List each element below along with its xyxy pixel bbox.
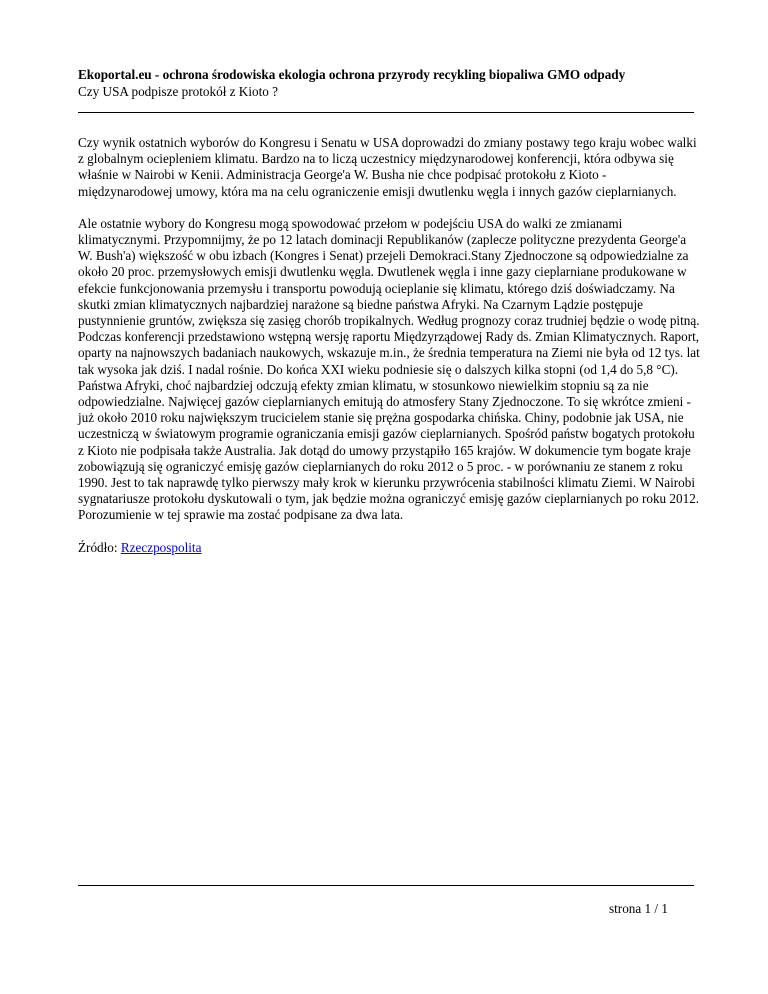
article-title: Czy USA podpisze protokół z Kioto ? (78, 84, 278, 99)
article-paragraph-1: Czy wynik ostatnich wyborów do Kongresu i Senatu w USA doprowadzi do zmiany postawy tego kraju wobec walki z globalnym ociepleniem klimatu. Bardzo na to liczą uczestnicy międzynarodowej konferencji, która odbywa się właśnie w Nairobi w Kenii. Administracja George'a W. Busha nie chce podpisać protokołu z Kioto - międzynarodowej umowy, która ma na celu ograniczenie emisji dwutlenku węgla i innych gazów cieplarnianych. (78, 135, 697, 199)
source-line (78, 540, 700, 556)
site-title: Ekoportal.eu - ochrona środowiska ekologia ochrona przyrody recykling biopaliwa GMO odpady (78, 67, 626, 82)
source-link[interactable]: Rzeczpospolita (120, 539, 202, 555)
header-divider (78, 112, 694, 113)
article-paragraph-2: Ale ostatnie wybory do Kongresu mogą spowodować przełom w podejściu USA do walki ze zmianami klimatycznymi. Przypomnijmy, że po 12 latach dominacji Republikanów (zaplecze polityczne prezydenta George'a W. Bush'a) większość w obu izbach (Kongres i Senat) przejeli Demokraci.Stany Zjednoczone są odpowiedzialne za około 20 proc. przemysłowych emisji dwutlenku węgla. Dwutlenek węgla i inne gazy cieplarniane produkowane w efekcie funkcjonowania przemysłu i transportu powodują ocieplanie się klimatu, którego dziś doświadczamy. Na skutki zmian klimatycznych najbardziej narażone są biedne państwa Afryki. Na Czarnym Lądzie postępuje pustynnienie gruntów, zwiększa się zasięg chorób tropikalnych. Według prognozy coraz trudniej będzie o wodę pitną. Podczas konferencji przedstawiono wstępną wersję raportu Międzyrządowej Rady ds. Zmian Klimatycznych. Raport, oparty na najnowszych badaniach naukowych, wskazuje m.in., że średnia temperatura na Ziemi nie była od 12 tys. lat tak wysoka jak dziś. I nadal rośnie. Do końca XXI wieku podniesie się o dalszych kilka stopni (od 1,4 do 5,8 °C). Państwa Afryki, choć najbardziej odczują efekty zmian klimatu, w stosunkowo niewielkim stopniu są za nie odpowiedzialne. Najwięcej gazów cieplarnianych emitują do atmosfery Stany Zjednoczone. To się wkrótce zmieni - już około 2010 roku największym trucicielem stanie się prężna gospodarka chińska. Chiny, podobnie jak USA, nie uczestniczą w światowym programie ograniczania emisji gazów cieplarnianych. Spośród państw bogatych protokołu z Kioto nie podpisała także Australia. Jak dotąd do umowy przystąpiło 165 krajów. W dokumencie tym bogate kraje zobowiązują się ograniczyć emisję gazów cieplarnianych do roku 2012 o 5 proc. - w porównaniu ze stanem z roku 1990. Jest to tak naprawdę tylko pierwszy mały krok w kierunku przywrócenia stabilności klimatu Ziemi. W Nairobi sygnatariusze protokołu dyskutowali o tym, jak będzie można ograniczyć emisję gazów cieplarnianych po roku 2012. Porozumienie w tej sprawie ma zostać podpisane za dwa lata. (78, 215, 700, 523)
source-label: Źródło: (78, 539, 118, 555)
article-body (78, 135, 700, 572)
page-number: strona 1 / 1 (609, 901, 668, 916)
footer-divider (78, 885, 694, 886)
page-header (78, 66, 698, 100)
